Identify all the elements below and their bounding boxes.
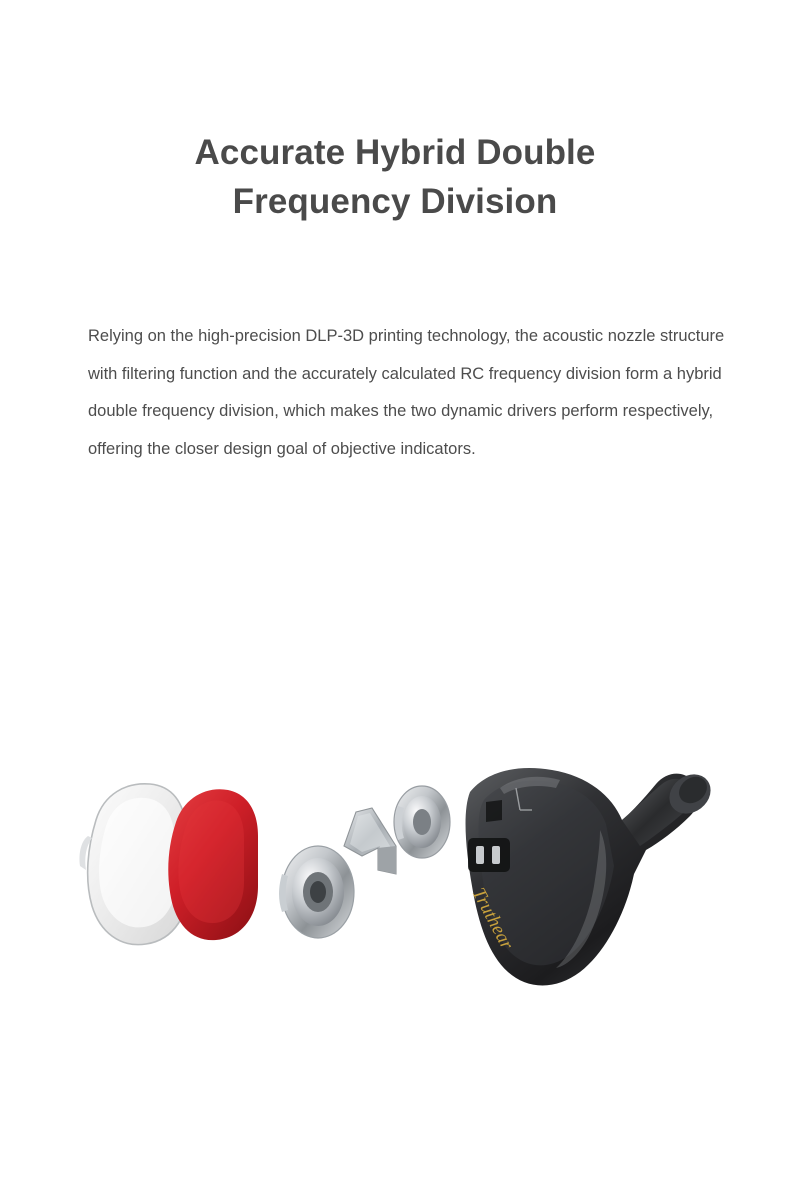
page-title-line-1: Accurate Hybrid Double xyxy=(194,133,596,172)
page-title xyxy=(0,128,790,226)
part-earphone-body-shell xyxy=(466,766,719,985)
part-large-dynamic-driver xyxy=(394,786,450,858)
description-paragraph: Relying on the high-precision DLP-3D printing technology, the acoustic nozzle structure with filtering function and the accurately calculated RC frequency division form a hybrid double frequency division, which makes the two dynamic drivers perform respectively, offering the closer design goal of objective indicators. xyxy=(88,327,725,458)
brand-logo-text: Truthear xyxy=(467,884,518,954)
part-red-faceplate-plate xyxy=(168,789,258,940)
product-exploded-view-image xyxy=(0,660,790,1060)
page-title-line-2: Frequency Division xyxy=(232,182,558,221)
description-block xyxy=(88,318,736,468)
part-small-dynamic-driver xyxy=(279,846,354,938)
part-acoustic-nozzle-bracket xyxy=(344,808,396,874)
